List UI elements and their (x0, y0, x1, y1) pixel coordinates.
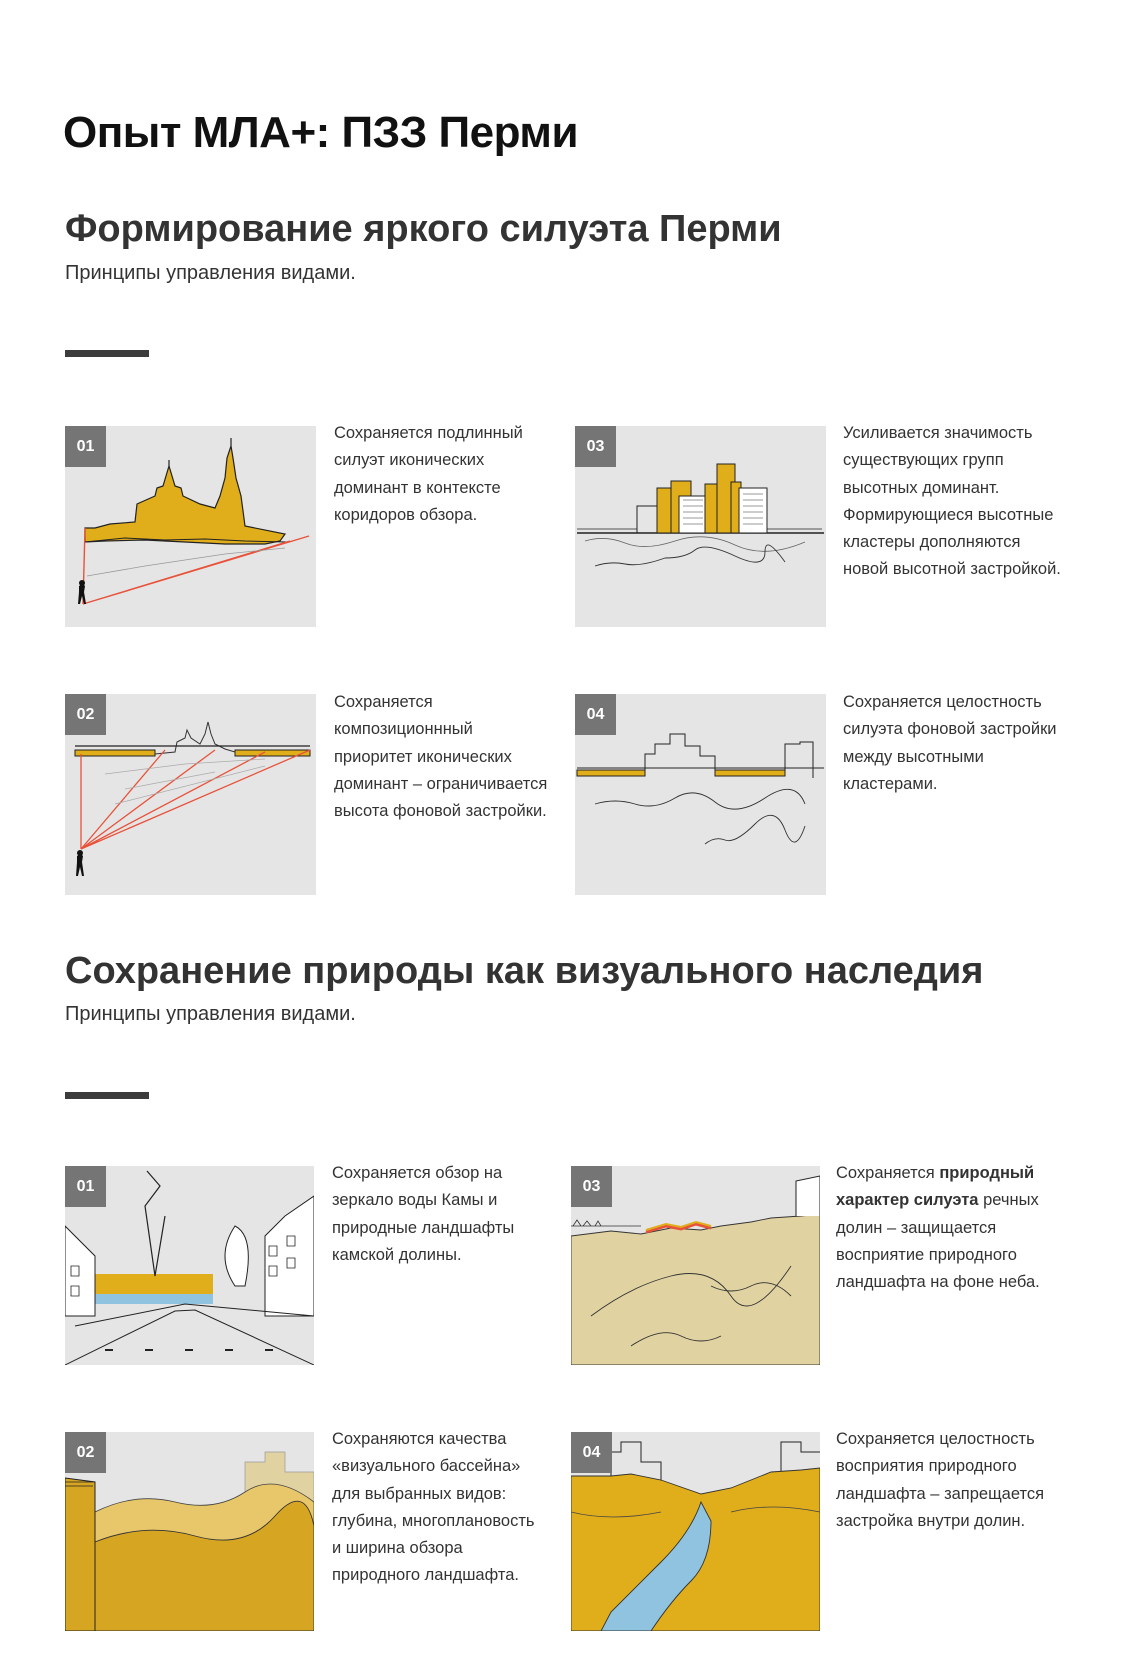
card-number-badge: 02 (65, 1432, 106, 1473)
card-number-badge: 02 (65, 694, 106, 735)
card-number-badge: 04 (575, 694, 616, 735)
card-description: Сохраняются качества «визуального бассейна» для выбранных видов: глубина, многоплановость и ширина обзора природного ландшафта. (332, 1430, 535, 1585)
card-description: Сохраняется обзор на зеркало воды Камы и природные ландшафты камской долины. (332, 1164, 515, 1264)
card-number-badge: 01 (65, 1166, 106, 1207)
card-description: Сохраняется природный характер силуэта речных долин – защищается восприятие природного ландшафта на фоне неба. (836, 1164, 1040, 1292)
background-silhouette-illustration (575, 694, 826, 895)
valley-no-build-illustration (571, 1432, 820, 1631)
card-number-badge: 04 (571, 1432, 612, 1473)
card-description: Сохраняется целостность восприятия природного ландшафта – запрещается застройка внутри долин. (836, 1430, 1045, 1530)
card-number-badge: 03 (575, 426, 616, 467)
card-description: Сохраняется подлинный силуэт иконических доминант в контексте коридоров обзора. (334, 424, 523, 524)
background-height-limit-illustration (65, 694, 316, 895)
river-valley-silhouette-illustration (571, 1166, 820, 1365)
section-divider (65, 350, 149, 357)
section-divider (65, 1092, 149, 1099)
card-description: Сохраняется целостность силуэта фоновой застройки между высотными кластерами. (843, 693, 1057, 793)
card-description: Усиливается значимость существующих групп высотных доминант. Формирующиеся высотные кластеры дополняются новой высотной застройкой. (843, 424, 1061, 579)
section-subtitle: Принципы управления видами. (65, 262, 356, 284)
highrise-cluster-illustration (575, 426, 826, 627)
section-subtitle: Принципы управления видами. (65, 1003, 356, 1025)
card-number-badge: 01 (65, 426, 106, 467)
card-number-badge: 03 (571, 1166, 612, 1207)
page-title: Опыт МЛА+: ПЗЗ Перми (63, 108, 578, 157)
section-title: Сохранение природы как визуального наследия (65, 950, 984, 992)
card-description: Сохраняется композиционнный приоритет иконических доминант – ограничивается высота фоновой застройки. (334, 693, 548, 821)
section-title: Формирование яркого силуэта Перми (65, 208, 782, 250)
street-view-to-river-illustration (65, 1166, 314, 1365)
visual-basin-illustration (65, 1432, 314, 1631)
church-silhouette-view-corridor-illustration (65, 426, 316, 627)
